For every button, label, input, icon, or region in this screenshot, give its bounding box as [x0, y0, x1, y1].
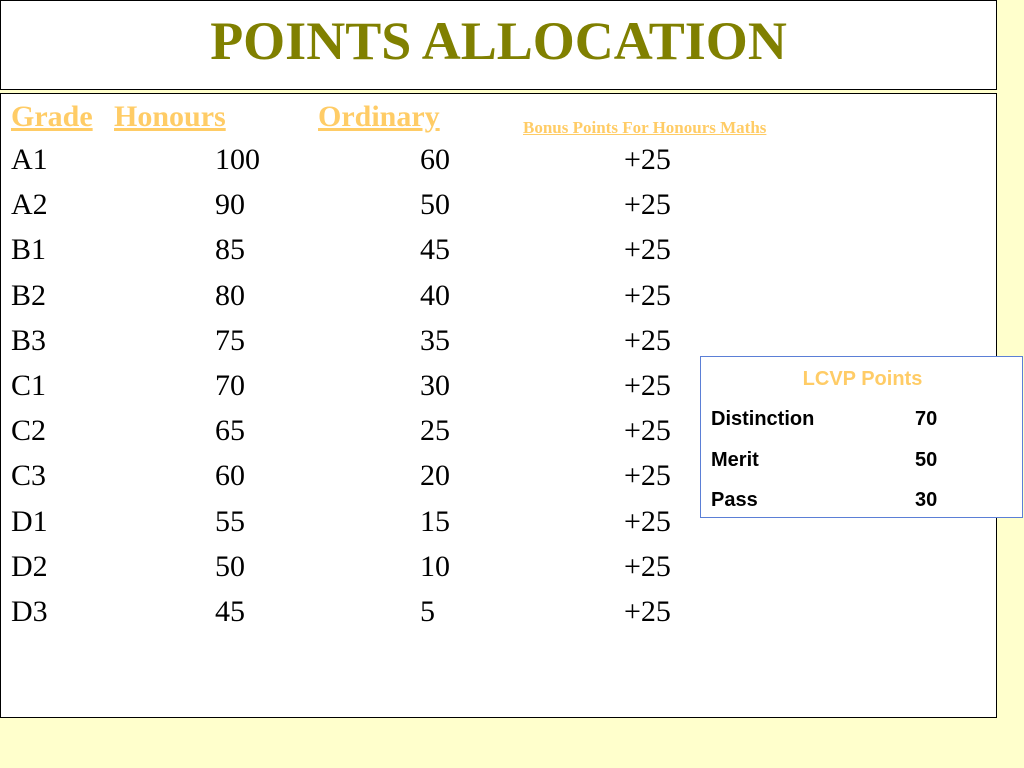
bonus-cell: +25 — [624, 233, 671, 267]
grade-cell: D3 — [11, 594, 48, 628]
honours-cell: 60 — [215, 459, 245, 493]
ordinary-cell: 30 — [420, 368, 450, 402]
lcvp-title: LCVP Points — [802, 368, 923, 390]
grade-cell: D1 — [11, 504, 48, 538]
ordinary-cell: 15 — [420, 504, 450, 538]
lcvp-row — [711, 448, 1011, 472]
ordinary-cell: 20 — [420, 459, 450, 493]
lcvp-label: Pass — [711, 489, 758, 511]
ordinary-cell: 10 — [420, 549, 450, 583]
honours-cell: 80 — [215, 278, 245, 312]
bonus-cell: +25 — [624, 414, 671, 448]
grade-cell: C3 — [11, 459, 47, 493]
table-row — [11, 143, 996, 188]
honours-cell: 65 — [215, 414, 245, 448]
grade-cell: D2 — [11, 549, 48, 583]
bonus-cell: +25 — [624, 459, 671, 493]
lcvp-label: Merit — [711, 449, 759, 471]
honours-cell: 100 — [215, 143, 260, 176]
honours-cell: 70 — [215, 368, 245, 402]
lcvp-points-box — [700, 356, 1023, 518]
bonus-cell: +25 — [624, 278, 671, 312]
ordinary-cell: 40 — [420, 278, 450, 312]
ordinary-cell: 35 — [420, 323, 450, 357]
honours-cell: 50 — [215, 549, 245, 583]
honours-cell: 45 — [215, 594, 245, 628]
grade-cell: A1 — [11, 143, 48, 176]
grade-header-link[interactable]: Grade — [11, 100, 93, 133]
lcvp-value: 30 — [915, 489, 938, 511]
bonus-cell: +25 — [624, 368, 671, 402]
grade-cell: C1 — [11, 368, 47, 402]
table-row — [11, 188, 996, 233]
honours-cell: 55 — [215, 504, 245, 538]
lcvp-label: Distinction — [711, 408, 815, 430]
ordinary-cell: 50 — [420, 188, 450, 222]
honours-header-link[interactable]: Honours — [114, 100, 226, 133]
grade-cell: B3 — [11, 323, 47, 357]
lcvp-value: 70 — [915, 408, 938, 430]
ordinary-header-link[interactable]: Ordinary — [318, 100, 440, 133]
bonus-cell: +25 — [624, 594, 671, 628]
honours-cell: 90 — [215, 188, 245, 222]
table-row — [11, 233, 996, 278]
grade-cell: B2 — [11, 278, 47, 312]
bonus-cell: +25 — [624, 323, 671, 357]
table-row — [11, 279, 996, 324]
bonus-cell: +25 — [624, 549, 671, 583]
honours-cell: 75 — [215, 323, 245, 357]
page-title: POINTS ALLOCATION — [210, 11, 787, 71]
ordinary-cell: 25 — [420, 414, 450, 448]
table-row — [11, 595, 996, 640]
honours-cell: 85 — [215, 233, 245, 267]
bonus-header-link[interactable]: Bonus Points For Honours Maths — [523, 118, 767, 137]
table-row — [11, 550, 996, 595]
ordinary-cell: 5 — [420, 594, 435, 628]
bonus-cell: +25 — [624, 188, 671, 222]
bonus-cell: +25 — [624, 504, 671, 538]
bonus-cell: +25 — [624, 143, 671, 176]
ordinary-cell: 60 — [420, 143, 450, 176]
grade-cell: B1 — [11, 233, 47, 267]
lcvp-row — [711, 407, 1011, 431]
title-box — [0, 0, 997, 90]
grade-cell: A2 — [11, 188, 48, 222]
ordinary-cell: 45 — [420, 233, 450, 267]
lcvp-row — [711, 488, 1011, 512]
lcvp-value: 50 — [915, 449, 938, 471]
grade-cell: C2 — [11, 414, 47, 448]
